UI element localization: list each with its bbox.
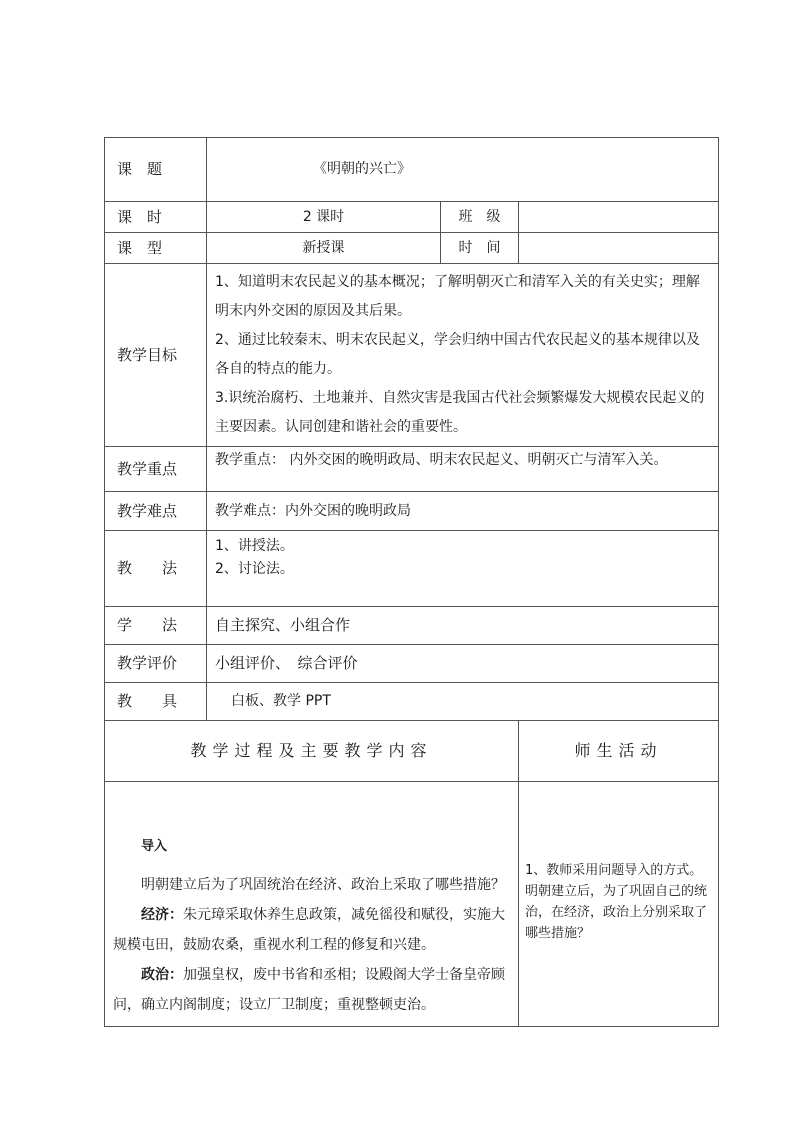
- lesson-plan-table: [104, 137, 719, 1027]
- topic-value: 《明朝的兴亡》: [207, 138, 719, 202]
- time-value: [519, 233, 719, 264]
- method-item: 1、讲授法。: [215, 538, 294, 554]
- objectives-content: [207, 264, 719, 447]
- type-value: 新授课: [207, 233, 441, 264]
- process-content: [105, 782, 519, 1027]
- row-objectives: [105, 264, 719, 447]
- row-hours: [105, 202, 719, 233]
- methods-content: [207, 531, 719, 607]
- row-topic: [105, 138, 719, 202]
- economy-label: 经济：: [141, 907, 183, 923]
- class-value: [519, 202, 719, 233]
- evaluation-value: 小组评价、 综合评价: [207, 645, 719, 683]
- learning-label: 学 法: [105, 607, 207, 645]
- row-tools: [105, 683, 719, 721]
- politics-label: 政治：: [141, 967, 183, 983]
- time-label: 时 间: [441, 233, 519, 264]
- type-label: 课 型: [105, 233, 207, 264]
- objective-item: 1、知道明末农民起义的基本概况；了解明朝灭亡和清军入关的有关史实；理解明末内外交困的原因及其后果。: [215, 274, 700, 319]
- objective-item: 2、通过比较秦末、明末农民起义，学会归纳中国古代农民起义的基本规律以及各自的特点的能力。: [215, 332, 700, 377]
- row-process-content: [105, 782, 719, 1027]
- politics-paragraph: [113, 960, 512, 1020]
- method-item: 2、讨论法。: [215, 561, 294, 577]
- politics-text: 加强皇权，废中书省和丞相；设殿阁大学士备皇帝顾问，确立内阁制度；设立厂卫制度；重视整顿吏治。: [113, 967, 505, 1013]
- key-points-label: 教学重点: [105, 447, 207, 492]
- topic-label: 课 题: [105, 138, 207, 202]
- process-header-right: 师生活动: [519, 721, 719, 782]
- tools-value: 白板、教学 PPT: [207, 683, 719, 721]
- row-methods: [105, 531, 719, 607]
- row-evaluation: [105, 645, 719, 683]
- hours-label: 课 时: [105, 202, 207, 233]
- difficulties-value: 教学难点：内外交困的晚明政局: [207, 492, 719, 531]
- tools-label: 教 具: [105, 683, 207, 721]
- objectives-label: 教学目标: [105, 264, 207, 447]
- process-header-left: 教学过程及主要教学内容: [105, 721, 519, 782]
- learning-value: 自主探究、小组合作: [207, 607, 719, 645]
- evaluation-label: 教学评价: [105, 645, 207, 683]
- row-difficulties: [105, 492, 719, 531]
- intro-question: 明朝建立后为了巩固统治在经济、政治上采取了哪些措施？: [141, 877, 505, 893]
- intro-label: 导入: [141, 839, 168, 854]
- activity-content: [519, 782, 719, 1027]
- economy-paragraph: [113, 900, 512, 960]
- hours-value: 2 课时: [207, 202, 441, 233]
- class-label: 班 级: [441, 202, 519, 233]
- activity-text: 1、教师采用问题导入的方式。明朝建立后，为了巩固自己的统治，在经济，政治上分别采取了哪些措施？: [525, 863, 708, 941]
- objective-item: 3.识统治腐朽、土地兼并、自然灾害是我国古代社会频繁爆发大规模农民起义的主要因素。认同创建和谐社会的重要性。: [215, 390, 705, 435]
- row-learning: [105, 607, 719, 645]
- difficulties-label: 教学难点: [105, 492, 207, 531]
- methods-label: 教 法: [105, 531, 207, 607]
- economy-text: 朱元璋采取休养生息政策，减免徭役和赋役，实施大规模屯田，鼓励农桑，重视水利工程的修复和兴建。: [113, 907, 505, 953]
- row-type: [105, 233, 719, 264]
- key-points-value: 教学重点： 内外交困的晚明政局、明末农民起义、明朝灭亡与清军入关。: [207, 447, 719, 492]
- row-key-points: [105, 447, 719, 492]
- row-process-header: [105, 721, 719, 782]
